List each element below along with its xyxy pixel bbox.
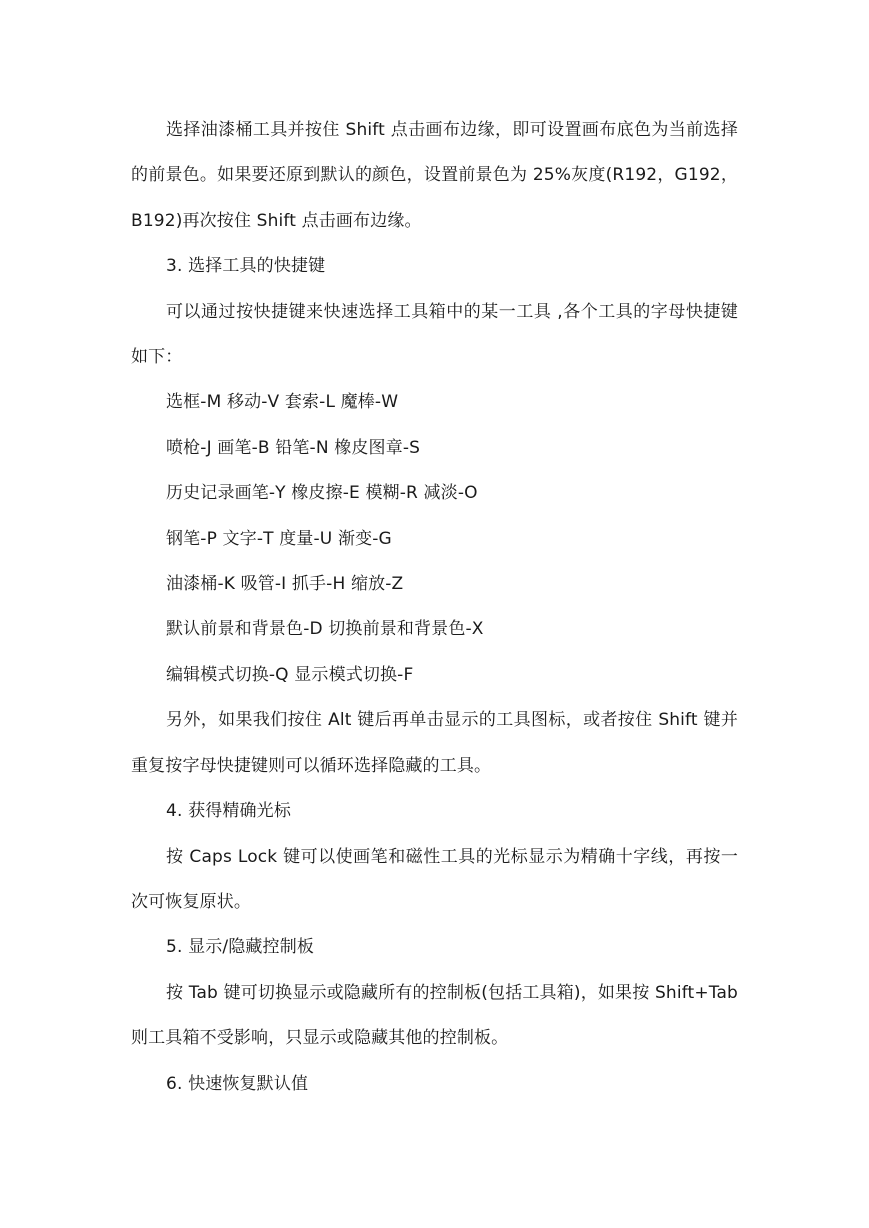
paragraph-tab-key: 按 Tab 键可切换显示或隐藏所有的控制板(包括工具箱)，如果按 Shift+Tab 则工具箱不受影响，只显示或隐藏其他的控制板。 <box>131 982 738 1049</box>
shortcut-line-5: 油漆桶-K 吸管-I 抓手-H 缩放-Z <box>166 574 404 595</box>
shortcut-line-3: 历史记录画笔-Y 橡皮擦-E 模糊-R 减淡-O <box>166 483 478 504</box>
paragraph-caps-lock: 按 Caps Lock 键可以使画笔和磁性工具的光标显示为精确十字线，再按一次可恢复原状。 <box>131 846 738 912</box>
shortcut-line-2: 喷枪-J 画笔-B 铅笔-N 橡皮图章-S <box>166 437 421 458</box>
shortcut-line-4: 钢笔-P 文字-T 度量-U 渐变-G <box>166 528 392 549</box>
document-body <box>131 108 738 1107</box>
heading-precise-cursor: 4. 获得精确光标 <box>166 801 291 822</box>
shortcut-line-6: 默认前景和背景色-D 切换前景和背景色-X <box>166 619 484 640</box>
paragraph-shortcut-intro: 可以通过按快捷键来快速选择工具箱中的某一工具 ,各个工具的字母快捷键如下： <box>131 301 738 368</box>
shortcut-line-1: 选框-M 移动-V 套索-L 魔棒-W <box>166 392 399 413</box>
heading-restore-defaults: 6. 快速恢复默认值 <box>166 1073 309 1094</box>
shortcut-line-7: 编辑模式切换-Q 显示模式切换-F <box>166 664 414 685</box>
paragraph-hidden-tools: 另外，如果我们按住 Alt 键后再单击显示的工具图标，或者按住 Shift 键并重复按字母快捷键则可以循环选择隐藏的工具。 <box>131 710 738 776</box>
heading-tool-shortcuts: 3. 选择工具的快捷键 <box>166 256 326 277</box>
heading-toggle-palettes: 5. 显示/隐藏控制板 <box>166 937 315 958</box>
paragraph-canvas-color: 选择油漆桶工具并按住 Shift 点击画布边缘，即可设置画布底色为当前选择的前景色。如果要还原到默认的颜色，设置前景色为 25%灰度(R192，G192，B192)再次按住 Shift 点击画布边缘。 <box>131 120 738 231</box>
